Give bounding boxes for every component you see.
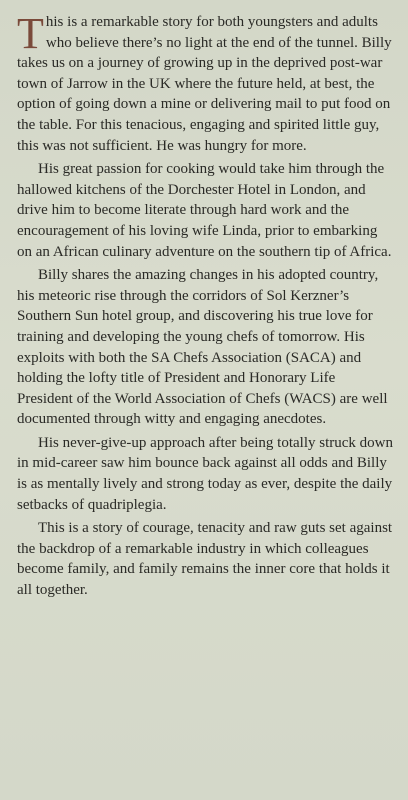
paragraph-4: His never-give-up approach after being totally struck down in mid-career saw him bounce back against all odds and Billy is as mentally lively and strong today as ever, despite the daily setbacks of quadriplegia. <box>17 434 393 513</box>
paragraph-1-text: his is a remarkable story for both youngsters and adults who believe there’s no light at the end of the tunnel. Billy takes us on a journey of growing up in the deprived post-war town of Jarrow in the UK where the future held, at best, the option of going down a mine or delivering mail to put food on the table. For this tenacious, engaging and spirited little guy, this was not sufficient. He was hungry for more. <box>17 14 392 154</box>
paragraph-2: His great passion for cooking would take him through the hallowed kitchens of the Dorchester Hotel in London, and drive him to become literate through hard work and the encouragement of his loving wife Linda, prior to embarking on an African culinary adventure on the southern tip of Africa. <box>17 161 392 260</box>
drop-cap-letter: T <box>17 9 44 58</box>
paragraph-3: Billy shares the amazing changes in his adopted country, his meteoric rise through the corridors of Sol Kerzner’s Southern Sun hotel group, and discovering his true love for training and developing the young chefs of tomorrow. His exploits with both the SA Chefs Association (SACA) and holding the lofty title of President and Honorary Life President of the World Association of Chefs (WACS) are well documented through witty and engaging anecdotes. <box>17 267 388 428</box>
paragraph-1 <box>17 9 394 156</box>
paragraph-5: This is a story of courage, tenacity and raw guts set against the backdrop of a remarkable industry in which colleagues become family, and family remains the inner core that holds it all together. <box>17 520 393 599</box>
